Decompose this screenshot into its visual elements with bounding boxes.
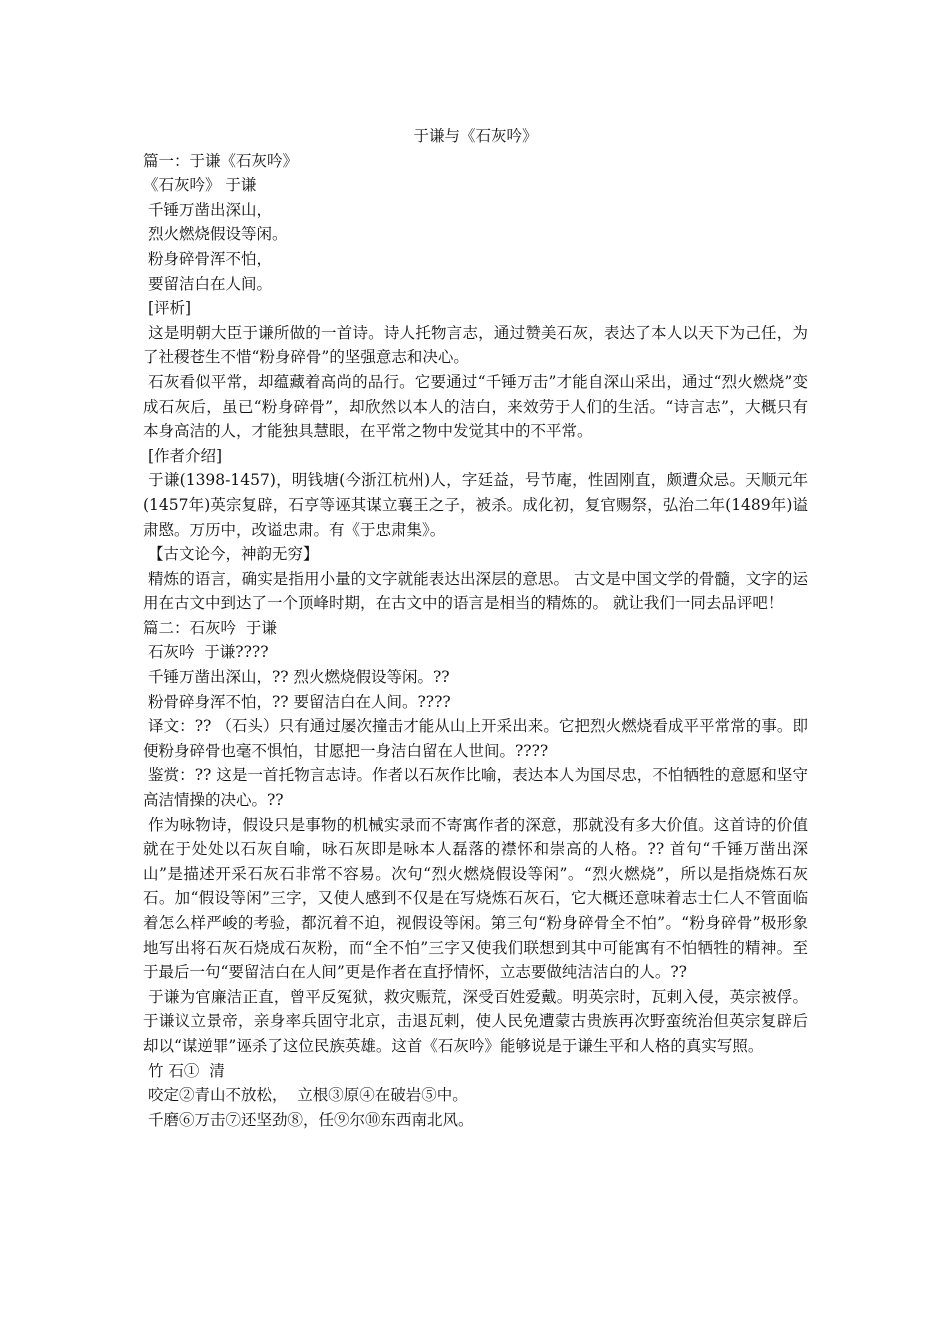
- commentary-paragraph-2: 石灰看似平常，却蕴藏着高尚的品行。它要通过“千锤万击”才能自深山采出，通过“烈火燃烧”变成石灰后，虽已“粉身碎骨”，却欣然以本人的洁白，来效劳于人们的生活。“诗言志”，大概只有本身高洁的人，才能独具慧眼，在平常之物中发觉其中的不平常。: [143, 372, 808, 441]
- author-heading: [作者介绍]: [143, 446, 223, 465]
- translation-paragraph: 译文：?? （石头）只有通过屡次撞击才能从山上开采出来。它把烈火燃烧看成平平常常的事。即便粉身碎骨也毫不惧怕，甘愿把一身洁白留在人世间。????: [143, 717, 808, 760]
- biography-paragraph: 于谦为官廉洁正直，曾平反冤狱，救灾赈荒，深受百姓爱戴。明英宗时，瓦剌入侵，英宗被俘。于谦议立景帝，亲身率兵固守北京，击退瓦剌，使人民免遭蒙古贵族再次野蛮统治但英宗复辟后却以“谋逆罪”诬杀了这位民族英雄。这首《石灰吟》能够说是于谦生平和人格的真实写照。: [143, 987, 808, 1055]
- poem3-line-1: 咬定②青山不放松， 立根③原④在破岩⑤中。: [143, 1086, 468, 1105]
- poem3-title-line: 竹 石① 清: [143, 1061, 225, 1080]
- analysis-paragraph: 作为咏物诗，假设只是事物的机械实录而不寄寓作者的深意，那就没有多大价值。这首诗的价值就在于处处以石灰自喻，咏石灰即是咏本人磊落的襟怀和崇高的人格。?? 首句“千锤万凿出深山”是描述开采石灰石非常不容易。次句“烈火燃烧假设等闲”。“烈火燃烧”，所以是指烧炼石灰石。加“假设等闲”三字，又使人感到不仅是在写烧炼石灰石，它大概还意味着志士仁人不管面临着怎么样严峻的考验，都沉着不迫，视假设等闲。第三句“粉身碎骨全不怕”。“粉身碎骨”极形象地写出将石灰石烧成石灰粉，而“全不怕”三字又使我们联想到其中可能寓有不怕牺牲的精神。至于最后一句“要留洁白在人间”更是作者在直抒情怀，立志要做纯洁洁白的人。??: [143, 815, 808, 982]
- poem-title-line: 《石灰吟》 于谦: [143, 176, 257, 195]
- document-title: 于谦与《石灰吟》: [413, 127, 538, 145]
- poem-line-2: 烈火燃烧假设等闲。: [143, 225, 288, 244]
- poem2-line-2: 粉骨碎身浑不怕，?? 要留洁白在人间。????: [143, 692, 451, 711]
- author-paragraph: 于谦(1398-1457)，明钱塘(今浙江杭州)人，字廷益，号节庵，性固刚直，颇遭众忌。天顺元年(1457年)英宗复辟，石亨等诬其谋立襄王之子，被杀。成化初，复官赐祭，弘治二年(1489年)谥肃愍。万历中，改谥忠肃。有《于忠肃集》。: [143, 471, 808, 539]
- poem2-title-line: 石灰吟 于谦????: [143, 643, 269, 662]
- section-heading-1: 篇一：于谦《石灰吟》: [143, 151, 299, 170]
- poem-line-1: 千锤万凿出深山，: [143, 200, 272, 219]
- poem2-line-1: 千锤万凿出深山，?? 烈火燃烧假设等闲。??: [143, 668, 450, 687]
- appreciation-paragraph: 鉴赏：?? 这是一首托物言志诗。作者以石灰作比喻，表达本人为国尽忠，不怕牺牲的意愿和坚守高洁情操的决心。??: [143, 766, 808, 810]
- document-body: [143, 124, 808, 1132]
- classical-heading: 【古文论今，神韵无穷】: [143, 545, 319, 564]
- poem3-line-2: 千磨⑥万击⑦还坚劲⑧，任⑨尔⑩东西南北风。: [143, 1110, 474, 1129]
- poem-line-4: 要留洁白在人间。: [143, 274, 272, 293]
- poem-line-3: 粉身碎骨浑不怕，: [143, 249, 272, 268]
- classical-paragraph: 精炼的语言，确实是指用小量的文字就能表达出深层的意思。 古文是中国文学的骨髓，文字的运用在古文中到达了一个顶峰时期，在古文中的语言是相当的精炼的。 就让我们一同去品评吧！: [143, 569, 808, 613]
- commentary-paragraph-1: 这是明朝大臣于谦所做的一首诗。诗人托物言志，通过赞美石灰，表达了本人以天下为己任，为了社稷苍生不惜“粉身碎骨”的坚强意志和决心。: [143, 323, 808, 367]
- section-heading-2: 篇二：石灰吟 于谦: [143, 618, 277, 637]
- commentary-heading: [评析]: [143, 299, 192, 318]
